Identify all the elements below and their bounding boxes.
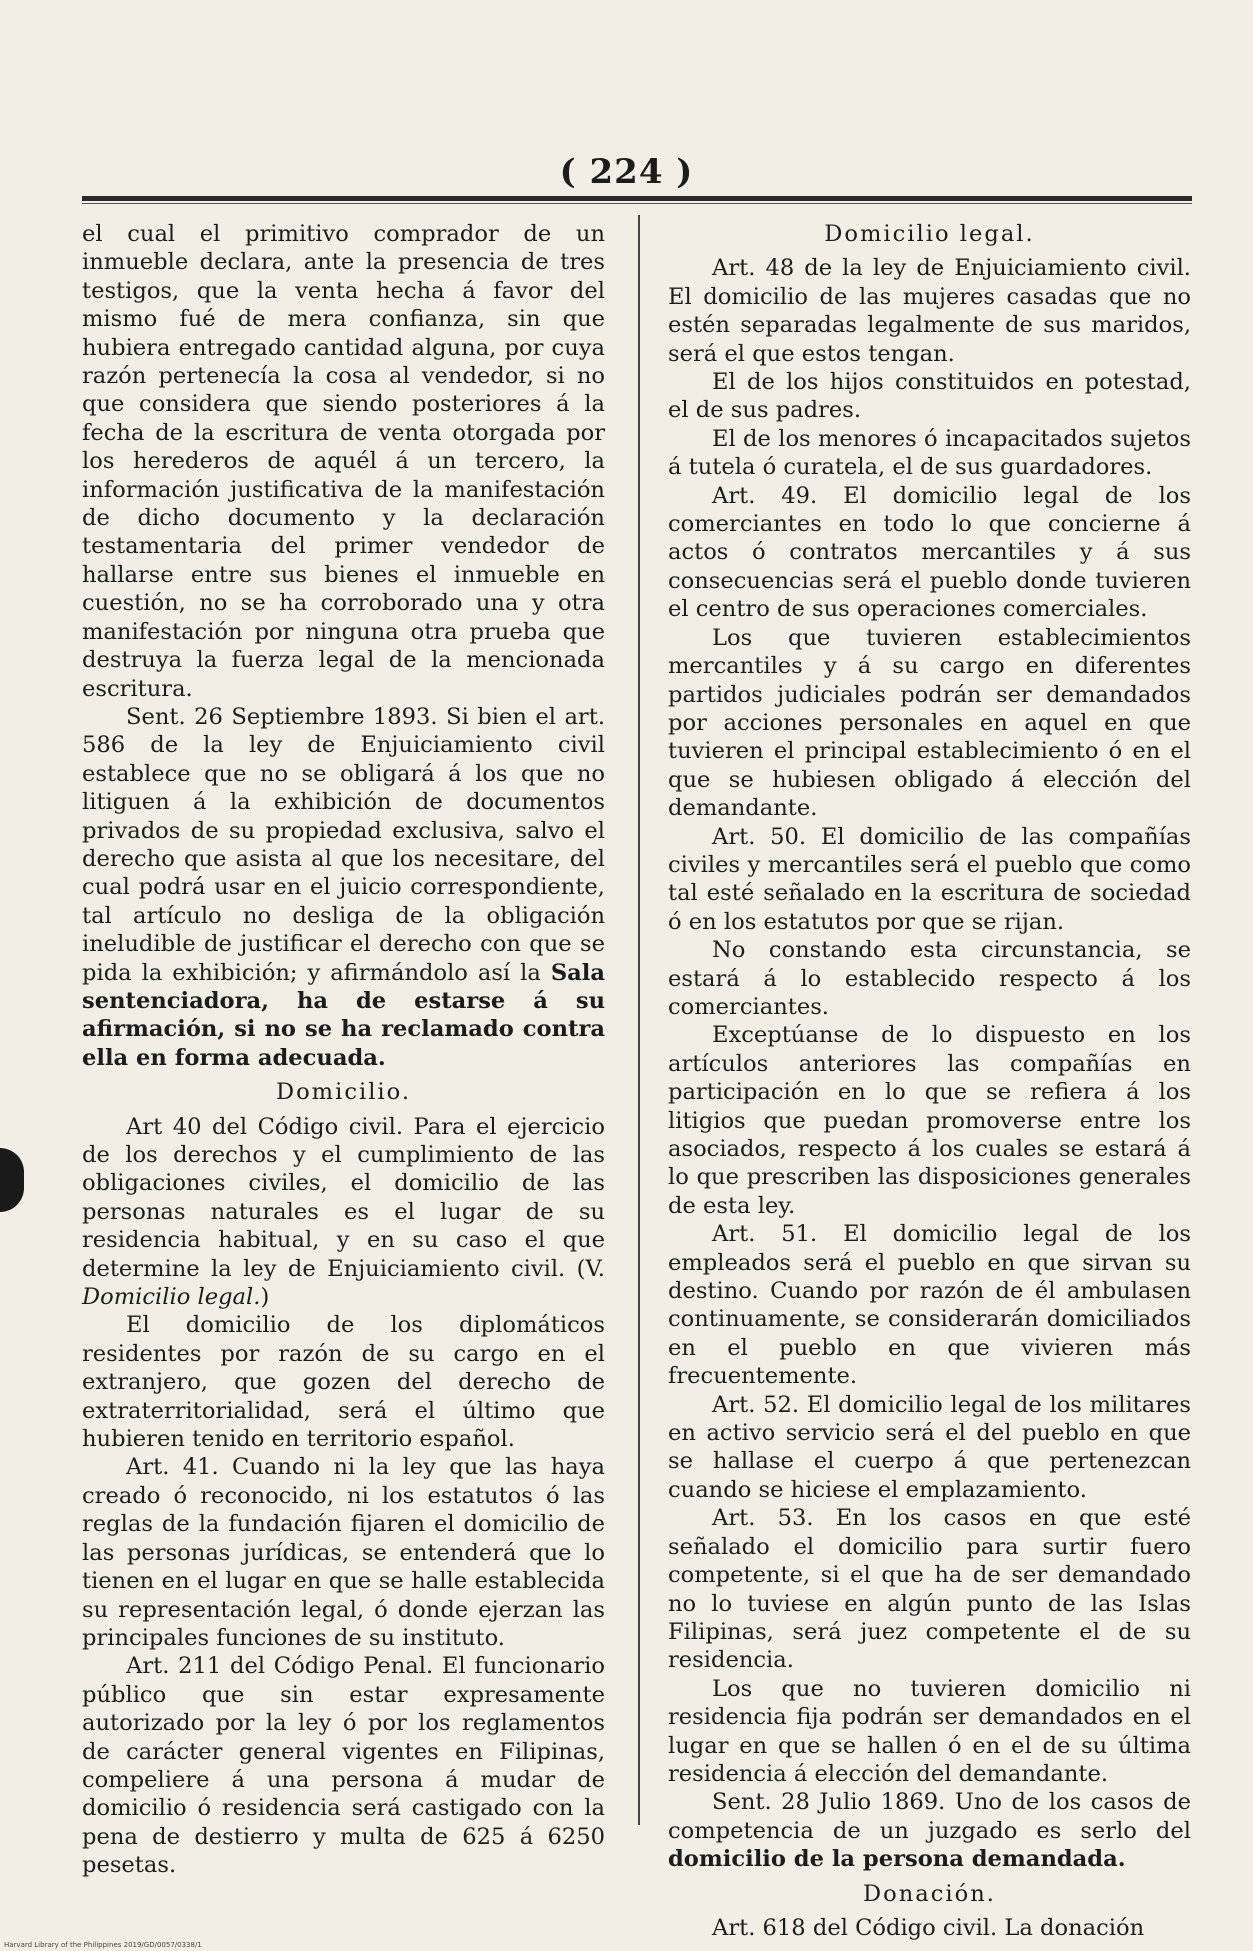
paragraph: Los que no tuvieren domicilio ni residencia fija podrán ser demandados en el lugar en que se hallen ó en el de su última residencia á elección del demandante. — [668, 1675, 1191, 1787]
page-number: ( 224 ) — [559, 152, 694, 192]
paragraph — [82, 1113, 605, 1312]
column-divider — [638, 215, 640, 1825]
paragraph: No constando esta circunstancia, se estará á lo establecido respecto á los comerciantes. — [668, 937, 1191, 1020]
paragraph: Art. 51. El domicilio legal de los empleados será el pueblo en que sirvan su destino. Cuando por razón de él ambulasen continuamente, se considerarán domiciliados en el pueblo en que vivieren más frecuentemente. — [668, 1221, 1191, 1390]
right-column — [668, 220, 1191, 1942]
paragraph: El de los hijos constituidos en potestad, el de sus padres. — [668, 369, 1191, 424]
scan-footer: Harvard Library of the Philippines 2019/GD/0057/0338/1 — [4, 1941, 202, 1949]
paragraph: Art. 211 del Código Penal. El funcionario público que sin estar expresamente autorizado por la ley ó por los reglamentos de carácter general vigentes en Filipinas, compeliere á una persona á mudar de domicilio ó residencia será castigado con la pena de destierro y multa de 625 á 6250 pesetas. — [82, 1653, 605, 1879]
paragraph-text: Sent. 28 Julio 1869. Uno de los casos de competencia de un juzgado es serlo del — [668, 1789, 1191, 1844]
paragraph — [82, 703, 605, 1072]
paragraph: el cual el primitivo comprador de un inmueble declara, ante la presencia de tres testigos, que la venta hecha á favor del mismo fué de mera confianza, sin que hubiera entregado cantidad alguna, por cuya razón pertenecía la cosa al vendedor, si no que considera que siendo posteriores á la fecha de la escritura de venta otorgada por los herederos de aquél á un tercero, la información justificativa de la manifestación de dicho documento y la declaración testamentaria del primer vendedor de hallarse entre sus bienes el inmueble en cuestión, no se ha corroborado una y otra manifestación por ninguna otra prueba que destruya la fuerza legal de la mencionada escritura. — [82, 221, 605, 702]
paragraph — [668, 1788, 1191, 1873]
header-rule — [82, 196, 1192, 201]
header-rule-thin — [82, 203, 1192, 204]
cross-reference: Domicilio legal. — [82, 1284, 261, 1311]
paragraph: Art. 618 del Código civil. La donación — [712, 1914, 1145, 1941]
article-reference: Art 40 del Código civil. — [126, 1113, 404, 1140]
left-column — [82, 220, 605, 1880]
paragraph-text: Para el ejercicio de los derechos y el cumplimiento de las obligaciones civiles, el domicilio de las personas naturales es el lugar de su residencia habitual, y en su caso el que determine la ley de Enjuiciamiento civil. (V. — [82, 1113, 606, 1282]
paragraph-text: Sent. 26 Septiembre 1893. Si bien el art. 586 de la ley de Enjuiciamiento civil establece que no se obligará á los que no litiguen á la exhibición de documentos privados de su propiedad exclusiva, salvo el derecho que asista al que los necesitare, del cual podrá usar en el juicio correspondiente, tal artículo no desliga de la obligación ineludible de justificar el derecho con que se pida la exhibición; y afirmándolo así la — [82, 703, 605, 986]
paragraph-bold-text: Sala sentenciadora, ha de estarse á su afirmación, si no se ha reclamado contra ella en forma adecuada. — [82, 959, 605, 1071]
paragraph: El domicilio de los diplomáticos residentes por razón de su cargo en el extranjero, que gozen del derecho de extraterritorialidad, será el último que hubieren tenido en territorio español. — [82, 1312, 605, 1453]
paragraph: Art. 52. El domicilio legal de los militares en activo servicio será el del pueblo en que se hallase el cuerpo á que pertenezcan cuando se hiciese el emplazamiento. — [668, 1391, 1191, 1503]
paragraph: Art. 53. En los casos en que esté señalado el domicilio para surtir fuero competente, si el que ha de ser demandado no lo tuviese en algún punto de las Islas Filipinas, será juez competente el de su residencia. — [668, 1505, 1191, 1674]
paragraph: Art. 49. El domicilio legal de los comerciantes en todo lo que concierne á actos ó contratos mercantiles y á sus consecuencias será el pueblo donde tuvieren el centro de sus operaciones comerciales. — [668, 482, 1191, 623]
paragraph: Los que tuvieren establecimientos mercantiles y á su cargo en diferentes partidos judiciales podrán ser demandados por acciones personales en aquel en que tuvieren el principal establecimiento ó en el que se hubiesen obligado á elección del demandante. — [668, 624, 1191, 822]
section-heading-domicilio: Domicilio. — [275, 1079, 412, 1106]
paragraph-text: ) — [260, 1284, 270, 1311]
paragraph-bold-text: domicilio de la persona demandada. — [668, 1846, 1126, 1873]
paragraph: Exceptúanse de lo dispuesto en los artículos anteriores las compañías en participación en lo que se refiera á los litigios que puedan promoverse entre los asociados, respecto á los cuales se estará á lo que prescriben las disposiciones generales de esta ley. — [668, 1022, 1191, 1219]
paragraph: Art. 48 de la ley de Enjuiciamiento civil. El domicilio de las mujeres casadas que no estén separadas legalmente de sus maridos, será el que estos tengan. — [668, 255, 1191, 367]
paragraph: El de los menores ó incapacitados sujetos á tutela ó curatela, el de sus guardadores. — [668, 425, 1191, 481]
paragraph: Art. 41. Cuando ni la ley que las haya creado ó reconocido, ni los estatutos ó las reglas de la fundación fijaren el domicilio de las personas jurídicas, se entenderá que lo tienen en el lugar en que se halle establecida su representación legal, ó donde ejerzan las principales funciones de su instituto. — [82, 1454, 605, 1651]
section-heading-domicilio-legal: Domicilio legal. — [824, 221, 1035, 247]
scan-smudge — [0, 1148, 24, 1212]
section-heading-donacion: Donación. — [863, 1880, 996, 1907]
paragraph: Art. 50. El domicilio de las compañías civiles y mercantiles será el pueblo que como tal esté señalado en la escritura de sociedad ó en los estatutos por que se rijan. — [668, 823, 1191, 935]
